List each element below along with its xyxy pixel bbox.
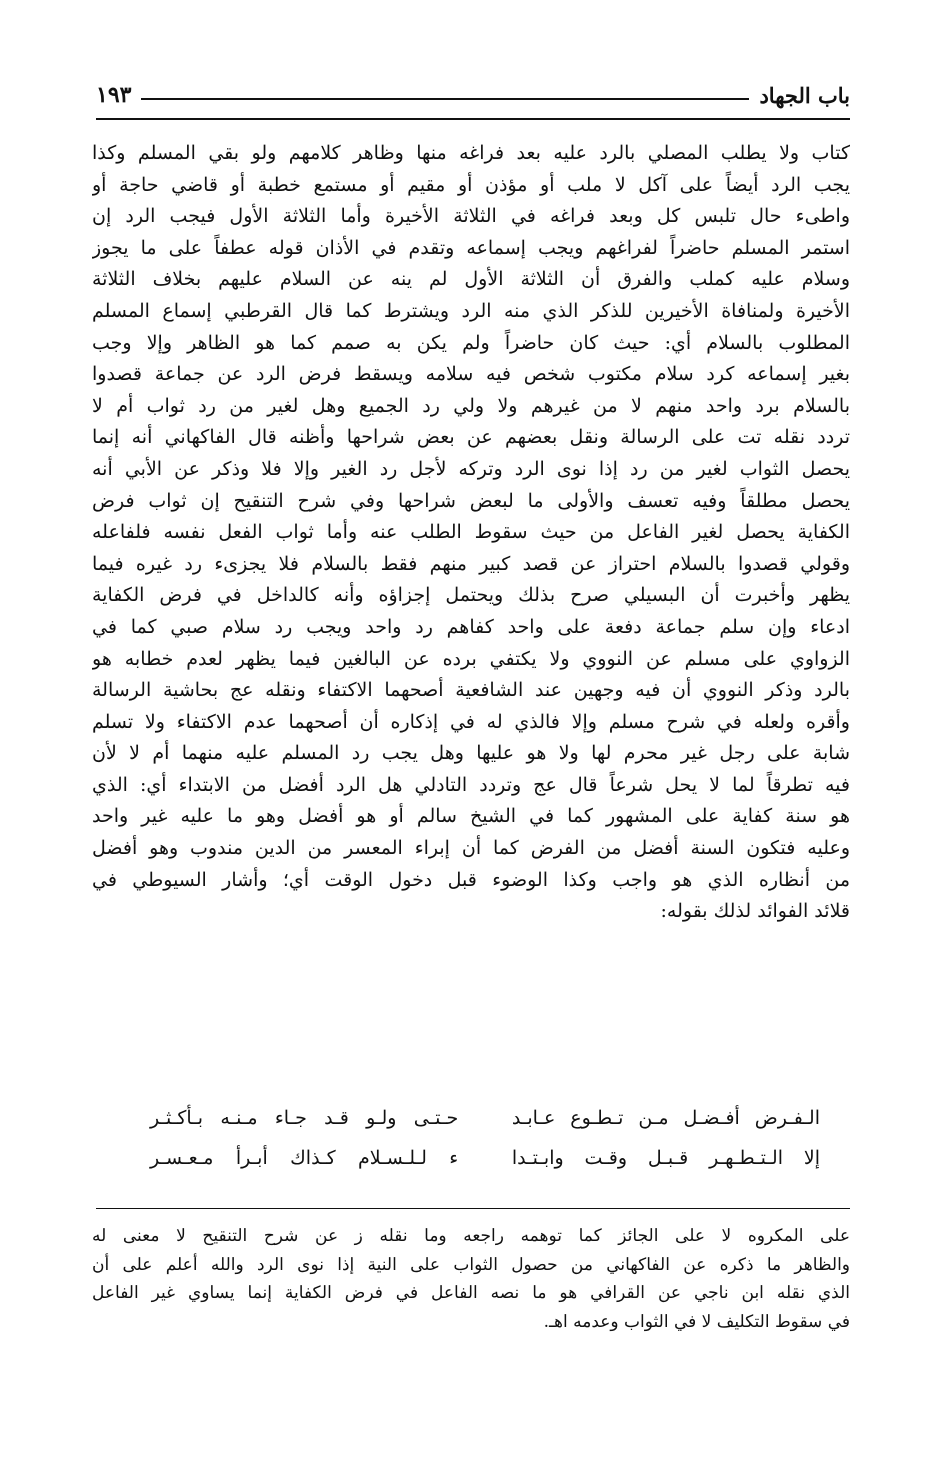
text-line: شابة على رجل غير محرم لها ولا هو عليها وهل يجب رد المسلم عليه منهما أم لا لأن: [92, 742, 850, 765]
text-line: تردد نقله تت على الرسالة ونقل بعضهم عن بعض شراحها وأظنه قال الفاكهاني أنه إنما: [92, 426, 850, 449]
verse-second-hemistich: حـتـى ولـو قـد جـاء مـنـه بـأكـثـر: [150, 1107, 459, 1129]
text-line: يحصل الثواب لغير من رد إذا نوى الرد وتركه لأجل رد الغير وإلا فلا وذكر عن الأبي أنه: [92, 457, 850, 480]
text-line: من أنظاره الذي هو واجب وكذا الوضوء قبل دخول الوقت أي؛ وأشار السيوطي في: [92, 868, 850, 891]
text-line: وقولي قصدوا بالسلام احتراز عن قصد كبير منهم فقط بالسلام فلا يجزىء رد غيره فيما: [92, 552, 850, 575]
footnotes: [92, 1222, 850, 1336]
verse-second-hemistich: ء لـلـسـلام كـذاك أبـرأ مـعـسـر: [150, 1147, 459, 1169]
text-line: وعليه فتكون السنة أفضل من الفرض كما أن إبراء المعسر من الدين مندوب وهو أفضل: [92, 837, 850, 860]
text-line: هو سنة كفاية على المشهور كما في الشيخ سالم أو هو أفضل وهو ما عليه غير واحد: [92, 805, 850, 828]
text-line: يظهر وأخبرت أن البسيلي صرح بذلك ويحتمل إجزاؤه وأنه كالداخل في فرض الكفاية: [92, 584, 850, 607]
text-line: فيه تطرقاً لما لا يحل شرعاً قال عج وتردد التادلي هل الرد أفضل من الابتداء أي: الذي: [92, 773, 850, 796]
text-line: قلائد الفوائد لذلك بقوله:: [660, 900, 850, 923]
poem-verse: [150, 1140, 820, 1180]
page-header: [96, 70, 850, 114]
footnote-line: والظاهر ما ذكره عن الفاكهاني من حصول الثواب على النية إذا نوى الرد والله أعلم على أن: [92, 1254, 850, 1275]
text-line: كتاب ولا يطلب المصلي بالرد عليه بعد فراغه منها وظاهر كلامهم ولو بقي المسلم وكذا: [92, 142, 850, 164]
chapter-title: باب الجهاد: [759, 83, 850, 108]
text-line: الزواوي على مسلم عن النووي ولا يكتفي برده عن البالغين فيما يظهر لعدم خطابه هو: [92, 647, 850, 670]
text-line: يحصل مطلقاً وفيه تعسف والأولى ما لبعض شراحها وفي شرح التنقيح إن ثواب فرض: [92, 489, 850, 512]
main-text: [92, 138, 850, 928]
poem-verse: [150, 1100, 820, 1140]
text-line: ادعاء وإن سلم جماعة دفعة على واحد كفاهم رد واحد ويجب رد سلام صبي كما في: [92, 615, 850, 638]
footnote-line: الذي نقله ابن ناجي عن القرافي هو ما نصه الفاعل في فرض الكفاية إنما يساوي غير الفاعل: [92, 1283, 850, 1304]
footnote-line: في سقوط التكليف لا في الثواب وعدمه اهـ.: [543, 1311, 850, 1332]
footnote-line: على المكروه لا على الجائز كما توهمه راجعه وما نقله ز عن شرح التنقيح لا معنى له: [92, 1226, 850, 1246]
text-line: المطلوب بالسلام أي: حيث كان حاضراً ولم يكن به صمم كما هو الظاهر وإلا وجب: [92, 331, 850, 354]
verse-first-hemistich: إلا الـتـطـهـر قـبـل وقـت وابـتـدا: [511, 1147, 820, 1169]
poem: [150, 1100, 820, 1180]
verse-first-hemistich: الـفـرض أفـضـل مـن تـطـوع عـابـد: [511, 1107, 820, 1129]
text-line: الأخيرة ولمنافاة الأخيرين للذكر الذي منه الرد ويشترط كما قال القرطبي إسماع المسلم: [92, 299, 850, 322]
text-line: وسلام عليه كملب والفرق أن الثلاثة الأول لم ينه عن السلام عليهم بخلاف الثلاثة: [92, 268, 850, 291]
text-line: الكفاية يحصل لغير الفاعل من حيث سقوط الطلب عنه وأما ثواب الفعل نفسه فلفاعله: [92, 521, 850, 544]
text-line: يجب الرد أيضاً على آكل لا ملب أو مؤذن أو مقيم أو مستمع خطبة أو قاضي حاجة أو: [92, 173, 850, 196]
text-line: بالرد وذكر النووي أن فيه وجهين عند الشافعية أصحهما الاكتفاء ونقله عج بحاشية الرسالة: [92, 679, 850, 702]
footnote-separator: [96, 1208, 850, 1209]
header-rule: [96, 118, 850, 120]
header-line: [141, 98, 749, 100]
text-line: وأقره ولعله في شرح مسلم وإلا فالذي له في إذكاره أن أصحهما عدم الاكتفاء ولا تسلم: [92, 710, 850, 733]
text-line: بغير إسماعه كرد سلام مكتوب شخص فيه سلامه ويسقط فرض الرد عن جماعة قصدوا: [92, 363, 850, 386]
text-line: بالسلام برد واحد منهم لا من غيرهم ولا ولي رد الجميع وهل لغير من رد ثواب أم لا: [92, 394, 850, 417]
text-line: واطىء حال تلبس كل وبعد فراغه في الثلاثة الأخيرة وأما الثلاثة الأول فيجب الرد إن: [92, 205, 850, 228]
text-line: استمر المسلم حاضراً لفراغهم ويجب إسماعه وتقدم في الأذان قوله عطفاً على ما يجوز: [92, 236, 850, 259]
page-number: ١٩٣: [96, 82, 132, 108]
